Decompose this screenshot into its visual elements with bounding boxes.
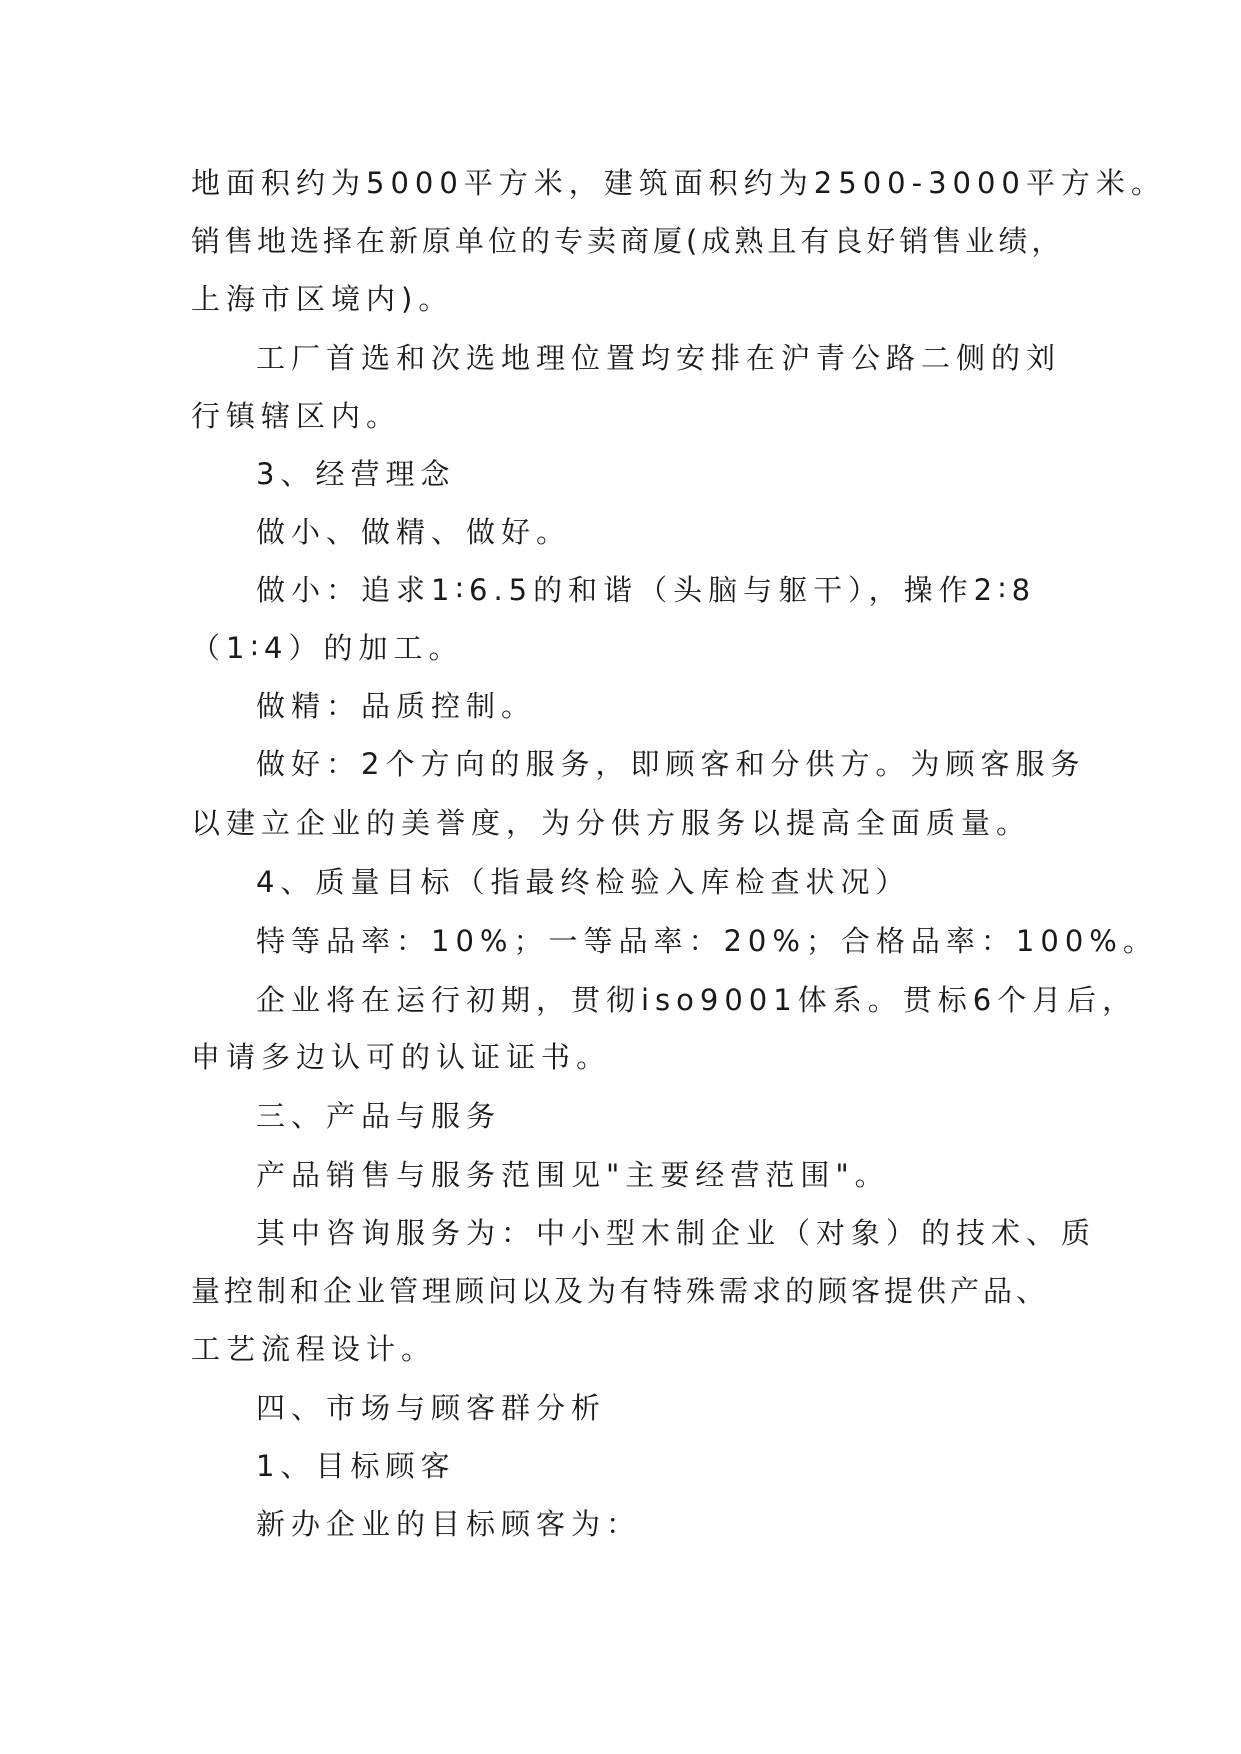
body-line: 工艺流程设计。 (191, 1332, 437, 1366)
body-line: 申请多边认可的认证证书。 (191, 1040, 612, 1074)
body-line: 工厂首选和次选地理位置均安排在沪青公路二侧的刘 (256, 341, 1062, 375)
body-line: （1∶4）的加工。 (191, 631, 464, 665)
section-heading: 4、质量目标（指最终检验入库检查状况） (256, 865, 911, 899)
body-line: 上海市区境内)。 (191, 282, 454, 316)
body-line: 做好：2个方向的服务，即顾客和分供方。为顾客服务 (256, 747, 1086, 781)
body-line: 新办企业的目标顾客为： (256, 1507, 642, 1541)
body-line: 企业将在运行初期，贯彻iso9001体系。贯标6个月后， (256, 983, 1138, 1017)
body-line: 做精：品质控制。 (256, 689, 537, 723)
body-line: 做小、做精、做好。 (256, 515, 572, 549)
body-line: 其中咨询服务为：中小型木制企业（对象）的技术、质 (256, 1216, 1097, 1250)
section-heading: 1、目标顾客 (256, 1449, 456, 1483)
section-heading: 四、市场与顾客群分析 (256, 1391, 607, 1425)
body-line: 地面积约为5000平方米，建筑面积约为2500-3000平方米。 (191, 166, 1166, 200)
body-line: 产品销售与服务范围见"主要经营范围"。 (256, 1158, 890, 1192)
body-line: 做小：追求1∶6.5的和谐（头脑与躯干），操作2∶8 (256, 573, 1037, 607)
body-line: 销售地选择在新原单位的专卖商厦(成熟且有良好销售业绩， (191, 224, 1065, 258)
body-line: 以建立企业的美誉度，为分供方服务以提高全面质量。 (191, 806, 1032, 840)
section-heading: 三、产品与服务 (256, 1099, 502, 1133)
body-line: 量控制和企业管理顾问以及为有特殊需求的顾客提供产品、 (191, 1274, 1050, 1308)
section-heading: 3、经营理念 (256, 457, 456, 491)
body-line: 特等品率：10%；一等品率：20%；合格品率：100%。 (256, 924, 1158, 958)
body-line: 行镇辖区内。 (191, 399, 402, 433)
